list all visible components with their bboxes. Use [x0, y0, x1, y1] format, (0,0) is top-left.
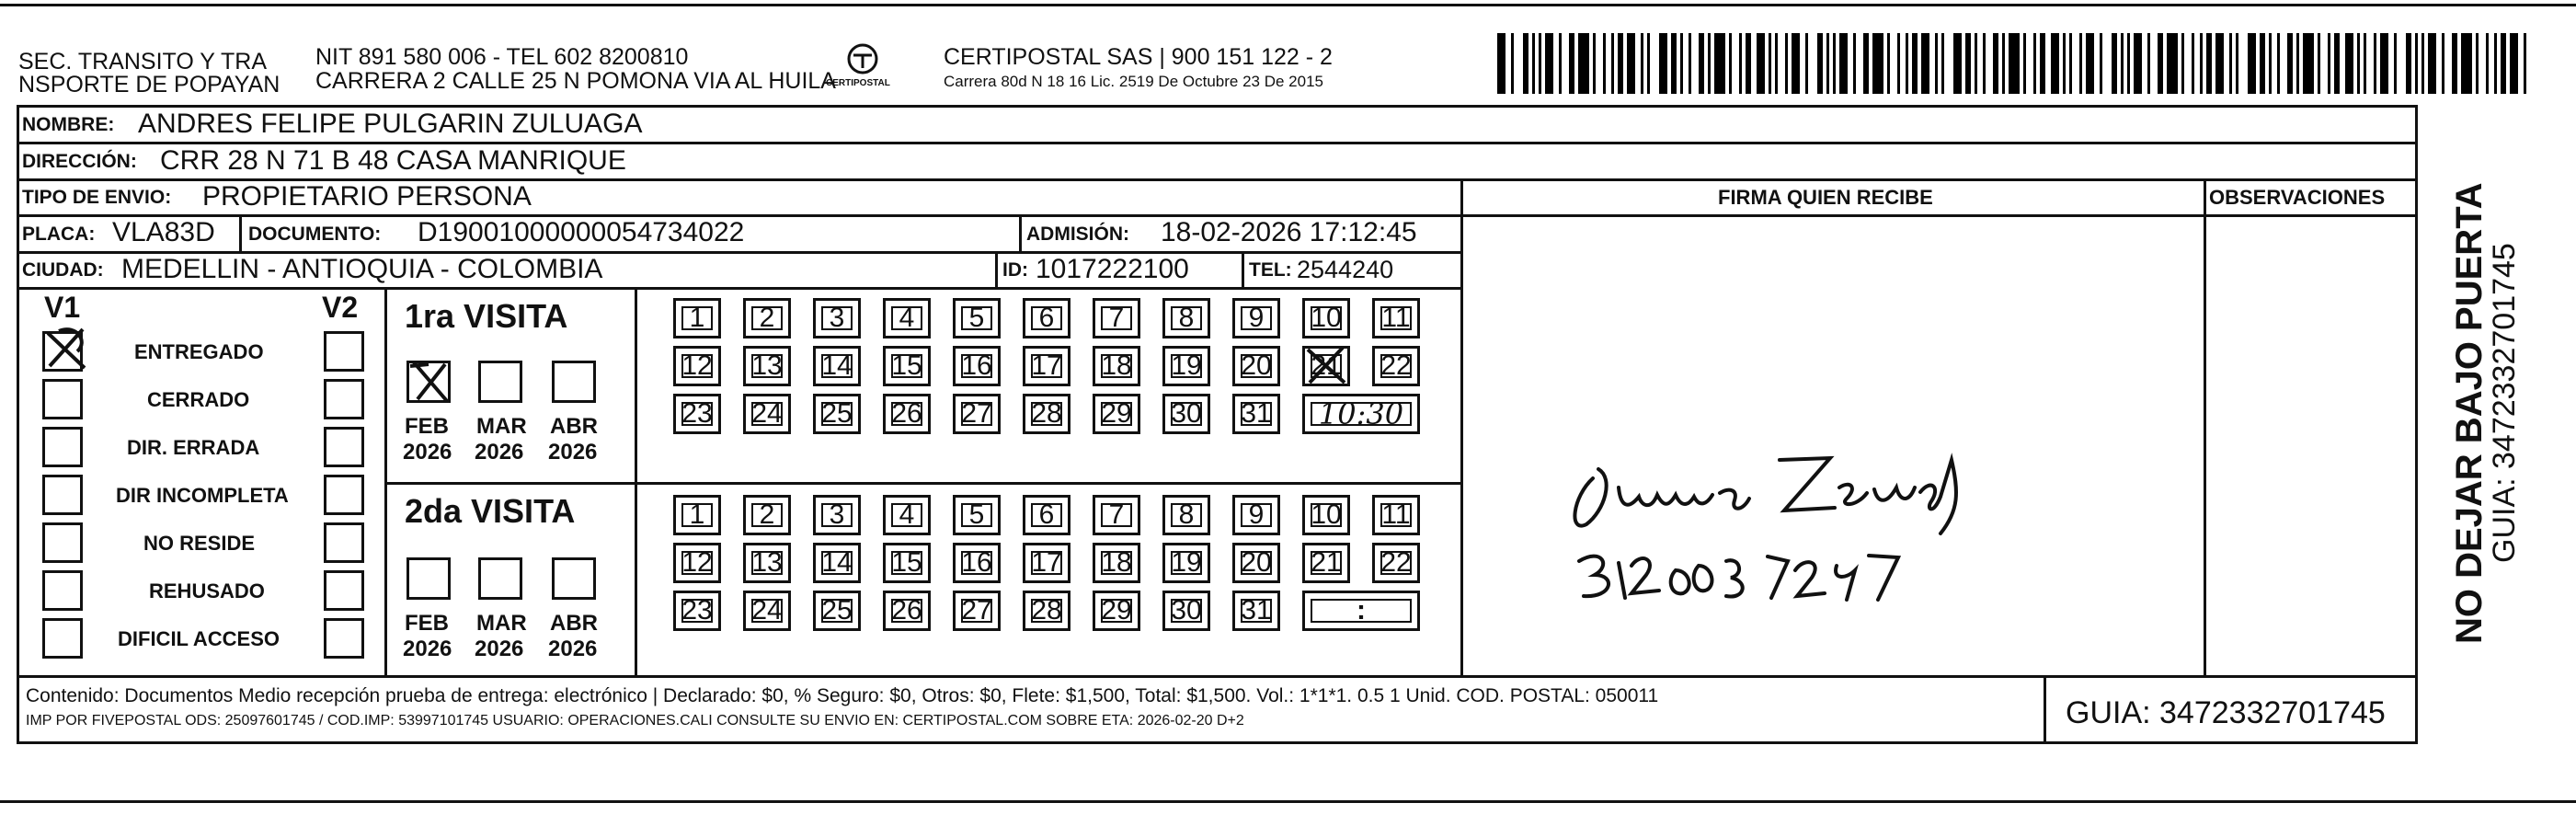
status-label: ENTREGADO	[134, 340, 264, 363]
status-v1-checkbox[interactable]	[42, 522, 83, 563]
barcode	[1497, 33, 2533, 94]
status-label: CERRADO	[147, 388, 250, 411]
first-visit-day-cell[interactable]	[1162, 346, 1210, 386]
first-visit-day-cell[interactable]	[813, 394, 861, 434]
day-number: 9	[1241, 306, 1272, 330]
certipostal-logo	[826, 40, 899, 96]
second-visit-month-checkbox[interactable]	[478, 557, 522, 600]
day-number: 10	[1311, 303, 1342, 333]
second-visit-month-checkbox[interactable]	[552, 557, 596, 600]
second-visit-day-cell[interactable]	[1302, 543, 1350, 583]
second-visit-day-cell[interactable]	[1023, 543, 1070, 583]
signature	[1554, 423, 1986, 561]
month-label: ABR	[550, 414, 598, 439]
second-visit-day-cell[interactable]	[883, 543, 931, 583]
issuer-line-2: NSPORTE DE POPAYAN	[18, 72, 280, 98]
day-number: 26	[891, 595, 922, 625]
status-v1-checkbox[interactable]	[42, 618, 83, 659]
first-visit-day-cell[interactable]	[813, 346, 861, 386]
day-number: 29	[1101, 595, 1132, 625]
id-divider	[995, 251, 998, 288]
second-visit-day-cell[interactable]	[1023, 495, 1070, 535]
first-visit-title: 1ra VISITA	[405, 297, 568, 335]
second-visit-day-cell[interactable]	[743, 543, 791, 583]
status-v2-checkbox[interactable]	[324, 618, 364, 659]
obs-left-border	[2204, 178, 2206, 675]
footer-guia-divider	[2044, 675, 2046, 744]
second-visit-day-cell[interactable]	[1093, 543, 1140, 583]
issuer-line-1: SEC. TRANSITO Y TRA	[18, 49, 267, 75]
feb-checked-icon	[405, 357, 454, 407]
month-label: MAR	[476, 414, 527, 439]
status-divider	[384, 287, 387, 675]
visit-divider	[384, 482, 1460, 485]
first-visit-month-checkbox[interactable]	[478, 361, 522, 403]
second-visit-day-cell[interactable]	[743, 495, 791, 535]
second-visit-day-cell[interactable]	[1302, 495, 1350, 535]
status-v1-checkbox[interactable]	[42, 427, 83, 467]
nombre-value: ANDRES FELIPE PULGARIN ZULUAGA	[138, 109, 643, 139]
first-visit-day-cell[interactable]	[813, 298, 861, 338]
tel-value: 2544240	[1297, 256, 1394, 283]
day-number: 18	[1101, 547, 1132, 578]
documento-label: DOCUMENTO:	[248, 224, 382, 245]
day-number: 8	[1171, 503, 1202, 527]
first-visit-day-cell[interactable]	[1232, 394, 1280, 434]
second-visit-day-cell[interactable]	[883, 495, 931, 535]
day-number: 17	[1031, 350, 1062, 381]
day-21-crossed-icon	[1302, 342, 1350, 386]
first-visit-day-cell[interactable]	[1372, 346, 1420, 386]
first-visit-day-cell[interactable]	[953, 346, 1001, 386]
status-v2-checkbox[interactable]	[324, 522, 364, 563]
id-label: ID:	[1002, 259, 1028, 281]
day-number: 20	[1241, 350, 1272, 381]
second-visit-day-cell[interactable]	[1232, 591, 1280, 631]
nombre-label: NOMBRE:	[22, 114, 115, 135]
tipo-value: PROPIETARIO PERSONA	[202, 181, 532, 212]
second-visit-month-checkbox[interactable]	[406, 557, 451, 600]
documento-value: D19001000000054734022	[418, 217, 745, 247]
v1-label: V1	[44, 291, 81, 324]
day-number: 2	[751, 503, 783, 527]
admision-value: 18-02-2026 17:12:45	[1161, 217, 1417, 247]
day-number: 28	[1031, 595, 1062, 625]
v2-label: V2	[322, 291, 359, 324]
first-visit-day-cell[interactable]	[673, 394, 721, 434]
day-number: 15	[891, 547, 922, 578]
day-number: 31	[1241, 398, 1272, 429]
day-number: 2	[751, 306, 783, 330]
day-number: 17	[1031, 547, 1062, 578]
status-v1-checkbox[interactable]	[42, 475, 83, 515]
nit-line: NIT 891 580 006 - TEL 602 8200810	[315, 44, 689, 70]
second-visit-title: 2da VISITA	[405, 492, 576, 530]
first-visit-day-cell[interactable]	[743, 346, 791, 386]
time-value: 10:30	[1311, 402, 1412, 426]
second-visit-day-cell[interactable]	[953, 591, 1001, 631]
second-visit-day-cell[interactable]	[1372, 543, 1420, 583]
first-visit-day-cell[interactable]	[1093, 298, 1140, 338]
first-visit-day-cell[interactable]	[1232, 346, 1280, 386]
first-visit-day-cell[interactable]	[1162, 394, 1210, 434]
first-visit-time[interactable]	[1302, 394, 1420, 434]
day-number: 1	[681, 503, 713, 527]
day-number: 27	[961, 595, 992, 625]
footer-line-2: IMP POR FIVEPOSTAL ODS: 25097601745 / COD.IMP: 53997101745 USUARIO: OPERACIONES.CALI CONSULTE SU ENVIO EN: CERTIPOSTAL.COM SOBRE ETA: 2026-02-20 D+2	[26, 713, 1244, 728]
firma-header: FIRMA QUIEN RECIBE	[1718, 186, 1933, 209]
admision-divider	[1019, 214, 1022, 251]
ciudad-label: CIUDAD:	[22, 259, 104, 281]
day-number: 21	[1311, 350, 1342, 381]
day-number: 23	[681, 595, 713, 625]
status-label: DIR. ERRADA	[127, 436, 260, 459]
status-v2-checkbox[interactable]	[324, 379, 364, 419]
first-visit-day-cell[interactable]	[953, 394, 1001, 434]
ciudad-value: MEDELLIN - ANTIOQUIA - COLOMBIA	[121, 254, 603, 284]
day-number: 19	[1171, 350, 1202, 381]
top-rule	[0, 4, 2576, 6]
visit-month-divider	[635, 287, 637, 675]
day-number: 7	[1101, 306, 1132, 330]
placa-divider	[239, 214, 242, 251]
second-visit-day-cell[interactable]	[743, 591, 791, 631]
row-divider-1	[17, 142, 2418, 144]
admision-label: ADMISIÓN:	[1026, 224, 1129, 245]
day-number: 27	[961, 398, 992, 429]
month-label: FEB	[405, 414, 449, 439]
tel-divider	[1242, 251, 1244, 288]
day-number: 13	[751, 350, 783, 381]
day-number: 13	[751, 547, 783, 578]
placa-value: VLA83D	[112, 217, 215, 247]
first-visit-day-cell[interactable]	[1302, 298, 1350, 338]
footer-guia: GUIA: 3472332701745	[2066, 695, 2386, 730]
day-number: 29	[1101, 398, 1132, 429]
second-visit-day-cell[interactable]	[1162, 591, 1210, 631]
day-number: 3	[821, 306, 853, 330]
observaciones-header: OBSERVACIONES	[2209, 186, 2386, 209]
placa-label: PLACA:	[22, 224, 96, 245]
month-year: 2026	[403, 637, 452, 661]
second-visit-day-cell[interactable]	[673, 591, 721, 631]
first-visit-day-cell[interactable]	[743, 394, 791, 434]
day-number: 4	[891, 306, 922, 330]
day-number: 7	[1101, 503, 1132, 527]
day-number: 3	[821, 503, 853, 527]
status-label: DIFICIL ACCESO	[118, 627, 280, 650]
second-visit-day-cell[interactable]	[953, 495, 1001, 535]
logo-text: CERTIPOSTAL	[826, 78, 890, 88]
first-visit-day-cell[interactable]	[1023, 346, 1070, 386]
second-visit-day-cell[interactable]	[1372, 495, 1420, 535]
day-number: 5	[961, 306, 992, 330]
status-v2-checkbox[interactable]	[324, 475, 364, 515]
day-number: 4	[891, 503, 922, 527]
month-year: 2026	[475, 637, 524, 661]
second-visit-day-cell[interactable]	[883, 591, 931, 631]
first-visit-day-cell[interactable]	[743, 298, 791, 338]
second-visit-day-cell[interactable]	[1093, 591, 1140, 631]
second-visit-day-cell[interactable]	[673, 495, 721, 535]
second-visit-day-cell[interactable]	[813, 591, 861, 631]
handwritten-phone	[1574, 543, 1924, 616]
day-number: 16	[961, 350, 992, 381]
month-year: 2026	[548, 637, 598, 661]
first-visit-day-cell[interactable]	[673, 346, 721, 386]
obs-right-border	[2415, 105, 2418, 675]
day-number: 11	[1381, 303, 1411, 333]
day-number: 6	[1031, 306, 1062, 330]
month-label: FEB	[405, 611, 449, 636]
status-label: NO RESIDE	[143, 532, 256, 555]
second-visit-day-cell[interactable]	[953, 543, 1001, 583]
firma-left-border	[1460, 178, 1463, 675]
tipo-label: TIPO DE ENVIO:	[22, 187, 172, 208]
no-dejar-bajo-puerta: NO DEJAR BAJO PUERTA	[2449, 182, 2490, 644]
first-visit-day-cell[interactable]	[1232, 298, 1280, 338]
second-visit-day-cell[interactable]	[813, 495, 861, 535]
month-year: 2026	[475, 440, 524, 465]
first-visit-day-cell[interactable]	[883, 346, 931, 386]
status-v2-checkbox[interactable]	[324, 427, 364, 467]
tel-label: TEL:	[1249, 259, 1292, 281]
status-v1-checkbox[interactable]	[42, 570, 83, 611]
month-label: ABR	[550, 611, 598, 636]
bottom-rule	[0, 800, 2576, 803]
id-value: 1017222100	[1036, 254, 1189, 284]
license-line: Carrera 80d N 18 16 Lic. 2519 De Octubre 23 De 2015	[944, 73, 1323, 90]
checked-mark-icon	[40, 324, 92, 375]
day-number: 31	[1241, 595, 1272, 625]
side-guia: GUIA: 3472332701745	[2487, 243, 2522, 563]
day-number: 12	[681, 547, 713, 578]
second-visit-day-cell[interactable]	[1023, 591, 1070, 631]
col-header-divider	[1460, 214, 2417, 217]
day-number: 11	[1381, 499, 1411, 530]
first-visit-day-cell[interactable]	[1093, 394, 1140, 434]
first-visit-month-checkbox[interactable]	[552, 361, 596, 403]
status-v2-checkbox[interactable]	[324, 570, 364, 611]
day-number: 30	[1171, 595, 1202, 625]
status-v1-checkbox[interactable]	[42, 379, 83, 419]
second-visit-day-cell[interactable]	[1232, 495, 1280, 535]
day-number: 24	[751, 398, 783, 429]
direccion-label: DIRECCIÓN:	[22, 151, 137, 172]
day-number: 6	[1031, 503, 1062, 527]
status-v2-checkbox[interactable]	[324, 331, 364, 372]
first-visit-day-cell[interactable]	[1023, 394, 1070, 434]
day-number: 26	[891, 398, 922, 429]
first-visit-day-cell[interactable]	[1372, 298, 1420, 338]
footer-line-1: Contenido: Documentos Medio recepción prueba de entrega: electrónico | Declarado: $0, % Seguro: $0, Otros: $0, Flete: $1,500, Total: $1,500. Vol.: 1*1*1. 0.5 1 Unid. COD. POSTAL: 050011	[26, 685, 1659, 706]
day-number: 15	[891, 350, 922, 381]
direccion-value: CRR 28 N 71 B 48 CASA MANRIQUE	[160, 145, 626, 176]
day-number: 25	[821, 595, 853, 625]
time-value: :	[1311, 599, 1412, 623]
second-visit-day-cell[interactable]	[813, 543, 861, 583]
second-visit-day-cell[interactable]	[1162, 495, 1210, 535]
day-number: 24	[751, 595, 783, 625]
second-visit-day-cell[interactable]	[1093, 495, 1140, 535]
second-visit-day-cell[interactable]	[1162, 543, 1210, 583]
day-number: 18	[1101, 350, 1132, 381]
day-number: 16	[961, 547, 992, 578]
day-number: 9	[1241, 503, 1272, 527]
day-number: 1	[681, 306, 713, 330]
company-line: CERTIPOSTAL SAS | 900 151 122 - 2	[944, 44, 1333, 70]
first-visit-day-cell[interactable]	[1093, 346, 1140, 386]
first-visit-day-cell[interactable]	[883, 394, 931, 434]
month-year: 2026	[548, 440, 598, 465]
footer-divider	[17, 675, 2418, 678]
day-number: 19	[1171, 547, 1202, 578]
address-line: CARRERA 2 CALLE 25 N POMONA VIA AL HUILA	[315, 68, 836, 94]
day-number: 8	[1171, 306, 1202, 330]
first-visit-day-cell[interactable]	[953, 298, 1001, 338]
day-number: 12	[681, 350, 713, 381]
first-visit-day-cell[interactable]	[1023, 298, 1070, 338]
day-number: 25	[821, 398, 853, 429]
status-label: DIR INCOMPLETA	[116, 484, 289, 507]
day-number: 10	[1311, 499, 1342, 530]
day-number: 22	[1380, 547, 1412, 578]
day-number: 21	[1311, 547, 1342, 578]
day-number: 30	[1171, 398, 1202, 429]
second-visit-day-cell[interactable]	[1232, 543, 1280, 583]
day-number: 14	[821, 547, 853, 578]
month-year: 2026	[403, 440, 452, 465]
day-number: 28	[1031, 398, 1062, 429]
second-visit-time[interactable]	[1302, 591, 1420, 631]
second-visit-day-cell[interactable]	[673, 543, 721, 583]
day-number: 14	[821, 350, 853, 381]
first-visit-day-cell[interactable]	[673, 298, 721, 338]
day-number: 22	[1380, 350, 1412, 381]
day-number: 23	[681, 398, 713, 429]
status-label: REHUSADO	[149, 579, 265, 602]
first-visit-day-cell[interactable]	[1162, 298, 1210, 338]
month-label: MAR	[476, 611, 527, 636]
day-number: 5	[961, 503, 992, 527]
day-number: 20	[1241, 547, 1272, 578]
first-visit-day-cell[interactable]	[883, 298, 931, 338]
